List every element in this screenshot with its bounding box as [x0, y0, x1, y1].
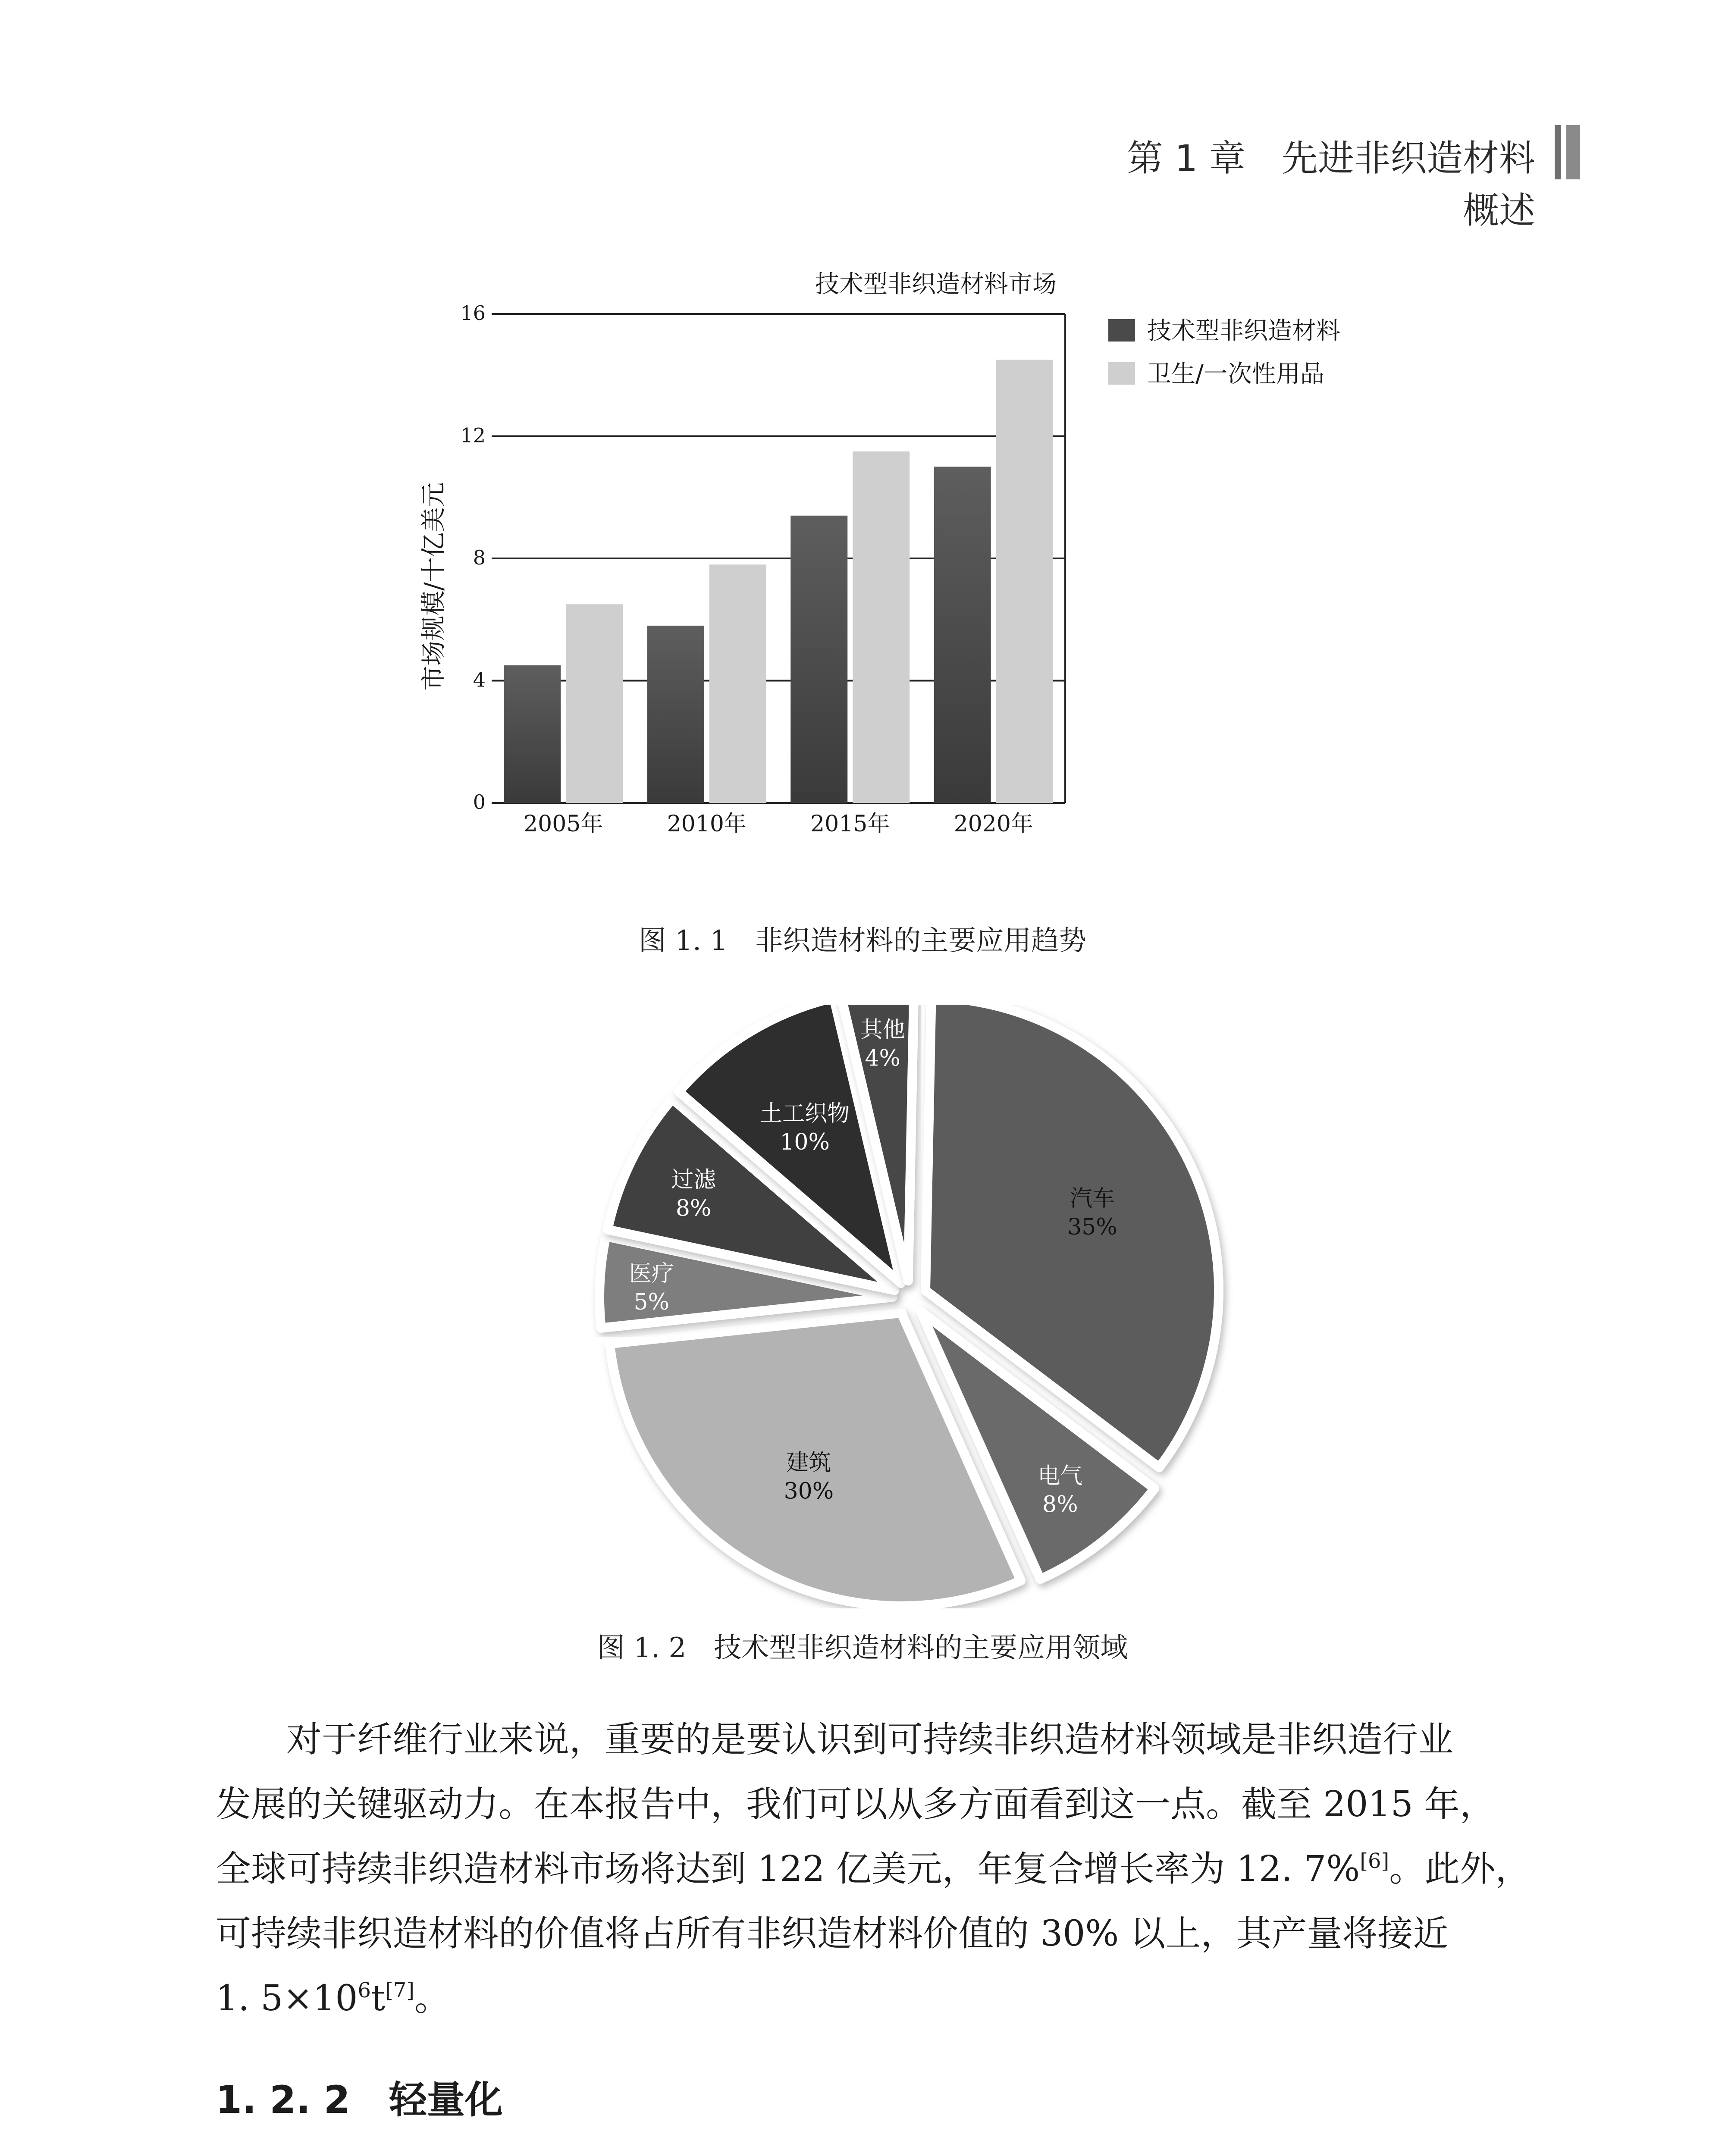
- text-run: t: [371, 1978, 386, 2019]
- text-line: [216, 1837, 1596, 1902]
- y-axis-label: 市场规模/十亿美元: [419, 482, 448, 691]
- paragraph: [216, 1708, 1596, 2031]
- pie-label-name: 医疗: [629, 1261, 674, 1287]
- pie-label-percent: 35%: [1067, 1214, 1117, 1241]
- citation-ref: [6]: [1360, 1849, 1390, 1873]
- pie-label-name: 其他: [860, 1017, 905, 1043]
- legend-label: 卫生/一次性用品: [1147, 360, 1324, 388]
- x-tick-label: 2010年: [667, 811, 747, 837]
- bar-hygiene-2015年: [853, 451, 910, 803]
- text-line: 可持续非织造材料的价值将占所有非织造材料价值的 30% 以上，其产量将接近: [216, 1913, 1449, 1954]
- pie-chart: [574, 1005, 1264, 1608]
- text-line: [216, 1966, 1596, 2031]
- legend-label: 技术型非织造材料: [1147, 317, 1340, 345]
- pie-label-percent: 4%: [865, 1045, 900, 1072]
- bar-hygiene-2010年: [709, 564, 766, 803]
- section-title: 轻量化: [389, 2078, 503, 2122]
- bar-chart: [401, 259, 1402, 906]
- header-rule: [1555, 125, 1561, 179]
- chart-title: 技术型非织造材料市场: [815, 270, 1057, 298]
- exponent: 6: [358, 1978, 371, 2002]
- x-tick-label: 2015年: [810, 811, 890, 837]
- pie-label-percent: 10%: [780, 1129, 830, 1156]
- pie-label-name: 汽车: [1070, 1186, 1115, 1212]
- text-run: 全球可持续非织造材料市场将达到 122 亿美元，年复合增长率为 12. 7%: [216, 1849, 1360, 1890]
- figure-2-caption: 图 1. 2 技术型非织造材料的主要应用领域: [597, 1632, 1128, 1664]
- bar-hygiene-2020年: [996, 360, 1053, 803]
- text-line: 发展的关键驱动力。在本报告中，我们可以从多方面看到这一点。截至 2015 年，: [216, 1784, 1495, 1825]
- legend-swatch: [1108, 319, 1135, 342]
- text-run: 。此外，: [1389, 1849, 1531, 1890]
- text-run: 。: [414, 1978, 450, 2019]
- section-number: 1. 2. 2: [216, 2078, 350, 2122]
- text-line: [216, 2147, 1596, 2156]
- y-tick-label: 0: [473, 790, 486, 814]
- pie-label-name: 电气: [1038, 1463, 1083, 1489]
- bar-technical-2020年: [934, 467, 991, 803]
- pie-label-name: 过滤: [671, 1167, 716, 1193]
- legend-swatch: [1108, 362, 1135, 385]
- bar-technical-2005年: [504, 665, 561, 803]
- text-line: 对于纤维行业来说，重要的是要认识到可持续非织造材料领域是非织造行业: [286, 1719, 1454, 1760]
- y-tick-label: 16: [460, 301, 486, 325]
- x-tick-label: 2005年: [524, 811, 603, 837]
- header-rule: [1566, 125, 1580, 179]
- text-run: 1. 5×10: [216, 1978, 358, 2019]
- paragraph: [216, 2147, 1596, 2156]
- section-heading: [216, 2070, 503, 2124]
- y-tick-label: 12: [460, 423, 486, 447]
- citation-ref: [7]: [385, 1978, 415, 2002]
- bar-technical-2010年: [647, 626, 704, 803]
- figure-1-caption: 图 1. 1 非织造材料的主要应用趋势: [638, 925, 1087, 957]
- bar-hygiene-2005年: [566, 604, 623, 803]
- bar-technical-2015年: [790, 516, 847, 803]
- y-tick-label: 4: [473, 668, 486, 692]
- x-tick-label: 2020年: [954, 811, 1033, 837]
- pie-label-name: 土工织物: [760, 1101, 850, 1127]
- running-header: 第 1 章 先进非织造材料概述: [1127, 137, 1535, 232]
- y-tick-label: 8: [473, 546, 486, 569]
- pie-label-percent: 5%: [634, 1289, 670, 1316]
- pie-label-percent: 8%: [675, 1195, 712, 1222]
- pie-label-percent: 30%: [784, 1478, 834, 1504]
- pie-label-percent: 8%: [1042, 1492, 1078, 1518]
- pie-label-name: 建筑: [786, 1450, 831, 1476]
